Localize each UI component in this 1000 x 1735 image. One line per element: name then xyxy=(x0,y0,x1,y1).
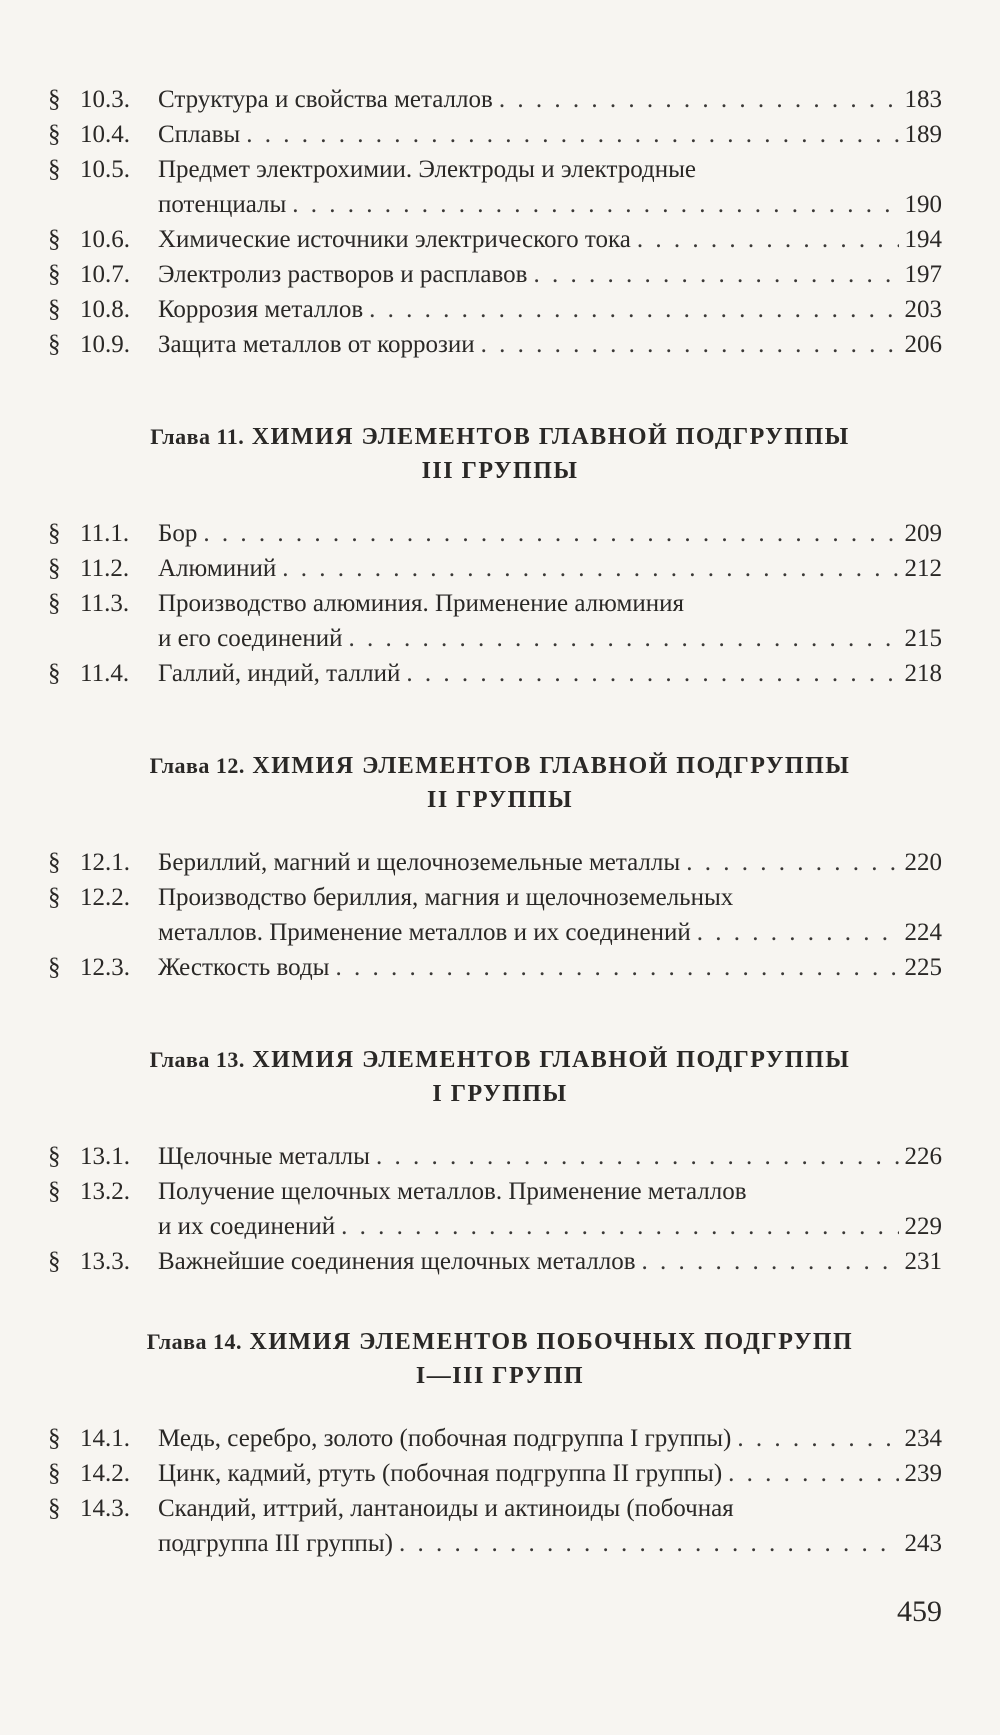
section-sign: § xyxy=(48,1425,61,1452)
toc-entry-line xyxy=(0,1526,1000,1561)
toc-entry-line xyxy=(0,187,1000,222)
section-sign: § xyxy=(48,1143,61,1170)
page-reference: 243 xyxy=(904,1530,942,1557)
toc-entry[interactable] xyxy=(0,117,1000,152)
dot-leader xyxy=(376,1139,899,1174)
section-title: Скандий, иттрий, лантаноиды и актиноиды (побочная xyxy=(158,1495,734,1522)
section-sign: § xyxy=(48,660,61,687)
section-sign: § xyxy=(48,555,61,582)
toc-entry[interactable] xyxy=(0,1421,1000,1456)
toc-entry-line xyxy=(0,257,1000,292)
chapter-title-line-2: I ГРУППЫ xyxy=(432,1081,568,1107)
section-title: Сплавы xyxy=(158,121,241,148)
toc-entry-line xyxy=(0,1456,1000,1491)
toc-entry-line xyxy=(0,1244,1000,1279)
toc-entry[interactable] xyxy=(0,82,1000,117)
section-title: Галлий, индий, таллий xyxy=(158,660,401,687)
page-reference: 231 xyxy=(904,1248,942,1275)
page-reference: 229 xyxy=(904,1213,942,1240)
page-reference: 226 xyxy=(904,1143,942,1170)
chapter-label: Глава 13. xyxy=(149,1047,245,1072)
chapter-title-line-1: ХИМИЯ ЭЛЕМЕНТОВ ГЛАВНОЙ ПОДГРУППЫ xyxy=(251,424,850,450)
section-title: Электролиз растворов и расплавов xyxy=(158,261,528,288)
chapter-title-line-1: ХИМИЯ ЭЛЕМЕНТОВ ПОБОЧНЫХ ПОДГРУПП xyxy=(249,1329,854,1355)
dot-leader xyxy=(341,1209,898,1244)
toc-entry-line xyxy=(0,516,1000,551)
dot-leader xyxy=(349,621,899,656)
dot-leader xyxy=(335,950,898,985)
table-of-contents xyxy=(0,82,1000,1561)
section-title: Коррозия металлов xyxy=(158,296,364,323)
toc-entry-line xyxy=(0,950,1000,985)
chapter-heading xyxy=(0,1043,1000,1111)
page-reference: 225 xyxy=(904,954,942,981)
page-reference: 197 xyxy=(904,261,942,288)
dot-leader xyxy=(369,292,898,327)
section-title: и их соединений xyxy=(158,1213,336,1240)
toc-entry[interactable] xyxy=(0,656,1000,691)
toc-entry[interactable] xyxy=(0,950,1000,985)
section-sign: § xyxy=(48,156,61,183)
section-sign: § xyxy=(48,261,61,288)
section-sign: § xyxy=(48,121,61,148)
chapter-heading xyxy=(0,420,1000,488)
section-number: 11.1. xyxy=(80,520,130,547)
toc-entry-line xyxy=(0,222,1000,257)
page-reference: 220 xyxy=(904,849,942,876)
dot-leader xyxy=(203,516,898,551)
dot-leader xyxy=(728,1456,898,1491)
page-reference: 194 xyxy=(904,226,942,253)
toc-section xyxy=(0,420,1000,691)
chapter-label: Глава 11. xyxy=(150,424,245,449)
section-title: Медь, серебро, золото (побочная подгруппа I группы) xyxy=(158,1425,732,1452)
section-sign: § xyxy=(48,1248,61,1275)
section-number: 10.5. xyxy=(80,156,130,183)
page-number: 459 xyxy=(897,1595,942,1628)
toc-entry-line xyxy=(0,586,1000,621)
section-sign: § xyxy=(48,331,61,358)
section-title: Бор xyxy=(158,520,198,547)
toc-entry[interactable] xyxy=(0,586,1000,656)
dot-leader xyxy=(533,257,898,292)
section-number: 14.3. xyxy=(80,1495,130,1522)
page-reference: 239 xyxy=(904,1460,942,1487)
section-number: 10.7. xyxy=(80,261,130,288)
page-reference: 183 xyxy=(904,86,942,113)
toc-entry-line xyxy=(0,880,1000,915)
page-reference: 218 xyxy=(904,660,942,687)
section-title: потенциалы xyxy=(158,191,287,218)
dot-leader xyxy=(637,222,899,257)
toc-entry-line xyxy=(0,327,1000,362)
section-sign: § xyxy=(48,884,61,911)
toc-entry[interactable] xyxy=(0,1174,1000,1244)
section-title: Жесткость воды xyxy=(158,954,330,981)
toc-entry-line xyxy=(0,292,1000,327)
dot-leader xyxy=(481,327,899,362)
section-number: 10.4. xyxy=(80,121,130,148)
dot-leader xyxy=(499,82,899,117)
section-title: Получение щелочных металлов. Применение металлов xyxy=(158,1178,747,1205)
dot-leader xyxy=(282,551,898,586)
section-title: Бериллий, магний и щелочноземельные металлы xyxy=(158,849,681,876)
toc-entry[interactable] xyxy=(0,152,1000,222)
page-reference: 224 xyxy=(904,919,942,946)
section-number: 12.1. xyxy=(80,849,130,876)
section-number: 12.3. xyxy=(80,954,130,981)
toc-entry-line xyxy=(0,152,1000,187)
toc-entry-line xyxy=(0,1421,1000,1456)
page-reference: 203 xyxy=(904,296,942,323)
toc-entry[interactable] xyxy=(0,1491,1000,1561)
section-title: подгруппа III группы) xyxy=(158,1530,393,1557)
dot-leader xyxy=(246,117,898,152)
section-title: Химические источники электрического тока xyxy=(158,226,631,253)
toc-section xyxy=(0,749,1000,985)
section-title: Важнейшие соединения щелочных металлов xyxy=(158,1248,636,1275)
toc-entry-line xyxy=(0,1209,1000,1244)
section-number: 10.3. xyxy=(80,86,130,113)
chapter-heading xyxy=(0,1325,1000,1393)
section-title: Алюминий xyxy=(158,555,277,582)
section-sign: § xyxy=(48,226,61,253)
dot-leader xyxy=(642,1244,899,1279)
chapter-title-line-2: I—III ГРУПП xyxy=(415,1363,585,1389)
toc-entry[interactable] xyxy=(0,257,1000,292)
section-title: металлов. Применение металлов и их соединений xyxy=(158,919,691,946)
toc-entry-line xyxy=(0,1491,1000,1526)
toc-entry[interactable] xyxy=(0,880,1000,950)
section-number: 11.3. xyxy=(80,590,130,617)
toc-entry[interactable] xyxy=(0,1456,1000,1491)
toc-entry-line xyxy=(0,551,1000,586)
section-title: Щелочные металлы xyxy=(158,1143,370,1170)
section-title: Производство бериллия, магния и щелочноземельных xyxy=(158,884,734,911)
toc-entry[interactable] xyxy=(0,551,1000,586)
toc-section xyxy=(0,1325,1000,1561)
toc-entry[interactable] xyxy=(0,327,1000,362)
chapter-title-line-1: ХИМИЯ ЭЛЕМЕНТОВ ГЛАВНОЙ ПОДГРУППЫ xyxy=(252,1047,851,1073)
section-number: 11.2. xyxy=(80,555,130,582)
section-title: и его соединений xyxy=(158,625,343,652)
page-reference: 209 xyxy=(904,520,942,547)
toc-entry[interactable] xyxy=(0,516,1000,551)
section-title: Цинк, кадмий, ртуть (побочная подгруппа II группы) xyxy=(158,1460,723,1487)
section-number: 10.6. xyxy=(80,226,130,253)
section-number: 12.2. xyxy=(80,884,130,911)
chapter-heading xyxy=(0,749,1000,817)
toc-entry-line xyxy=(0,845,1000,880)
section-sign: § xyxy=(48,86,61,113)
section-title: Производство алюминия. Применение алюминия xyxy=(158,590,684,617)
section-sign: § xyxy=(48,590,61,617)
section-number: 14.2. xyxy=(80,1460,130,1487)
section-number: 14.1. xyxy=(80,1425,130,1452)
section-number: 13.1. xyxy=(80,1143,130,1170)
section-number: 10.8. xyxy=(80,296,130,323)
chapter-label: Глава 14. xyxy=(146,1329,242,1354)
dot-leader xyxy=(697,915,899,950)
toc-entry[interactable] xyxy=(0,292,1000,327)
section-number: 13.3. xyxy=(80,1248,130,1275)
section-title: Структура и свойства металлов xyxy=(158,86,493,113)
page-reference: 190 xyxy=(904,191,942,218)
toc-entry[interactable] xyxy=(0,222,1000,257)
toc-entry[interactable] xyxy=(0,845,1000,880)
toc-entry[interactable] xyxy=(0,1244,1000,1279)
toc-entry-line xyxy=(0,82,1000,117)
chapter-title-line-2: II ГРУППЫ xyxy=(426,787,574,813)
toc-entry-line xyxy=(0,656,1000,691)
chapter-label: Глава 12. xyxy=(149,753,245,778)
toc-entry-line xyxy=(0,117,1000,152)
chapter-title-line-1: ХИМИЯ ЭЛЕМЕНТОВ ГЛАВНОЙ ПОДГРУППЫ xyxy=(252,753,851,779)
page-reference: 234 xyxy=(904,1425,942,1452)
section-sign: § xyxy=(48,1495,61,1522)
toc-entry[interactable] xyxy=(0,1139,1000,1174)
section-sign: § xyxy=(48,954,61,981)
page-reference: 206 xyxy=(904,331,942,358)
toc-section xyxy=(0,82,1000,362)
section-number: 13.2. xyxy=(80,1178,130,1205)
section-number: 10.9. xyxy=(80,331,130,358)
toc-section xyxy=(0,1043,1000,1279)
dot-leader xyxy=(399,1526,899,1561)
dot-leader xyxy=(737,1421,898,1456)
dot-leader xyxy=(292,187,898,222)
chapter-title-line-2: III ГРУППЫ xyxy=(421,458,579,484)
section-sign: § xyxy=(48,520,61,547)
section-sign: § xyxy=(48,296,61,323)
page-reference: 212 xyxy=(904,555,942,582)
toc-entry-line xyxy=(0,621,1000,656)
section-title: Предмет электрохимии. Электроды и электродные xyxy=(158,156,697,183)
toc-entry-line xyxy=(0,1139,1000,1174)
page-reference: 215 xyxy=(904,625,942,652)
toc-entry-line xyxy=(0,1174,1000,1209)
section-title: Защита металлов от коррозии xyxy=(158,331,475,358)
dot-leader xyxy=(686,845,898,880)
section-sign: § xyxy=(48,849,61,876)
section-sign: § xyxy=(48,1178,61,1205)
section-sign: § xyxy=(48,1460,61,1487)
section-number: 11.4. xyxy=(80,660,130,687)
dot-leader xyxy=(406,656,898,691)
toc-entry-line xyxy=(0,915,1000,950)
page-reference: 189 xyxy=(904,121,942,148)
